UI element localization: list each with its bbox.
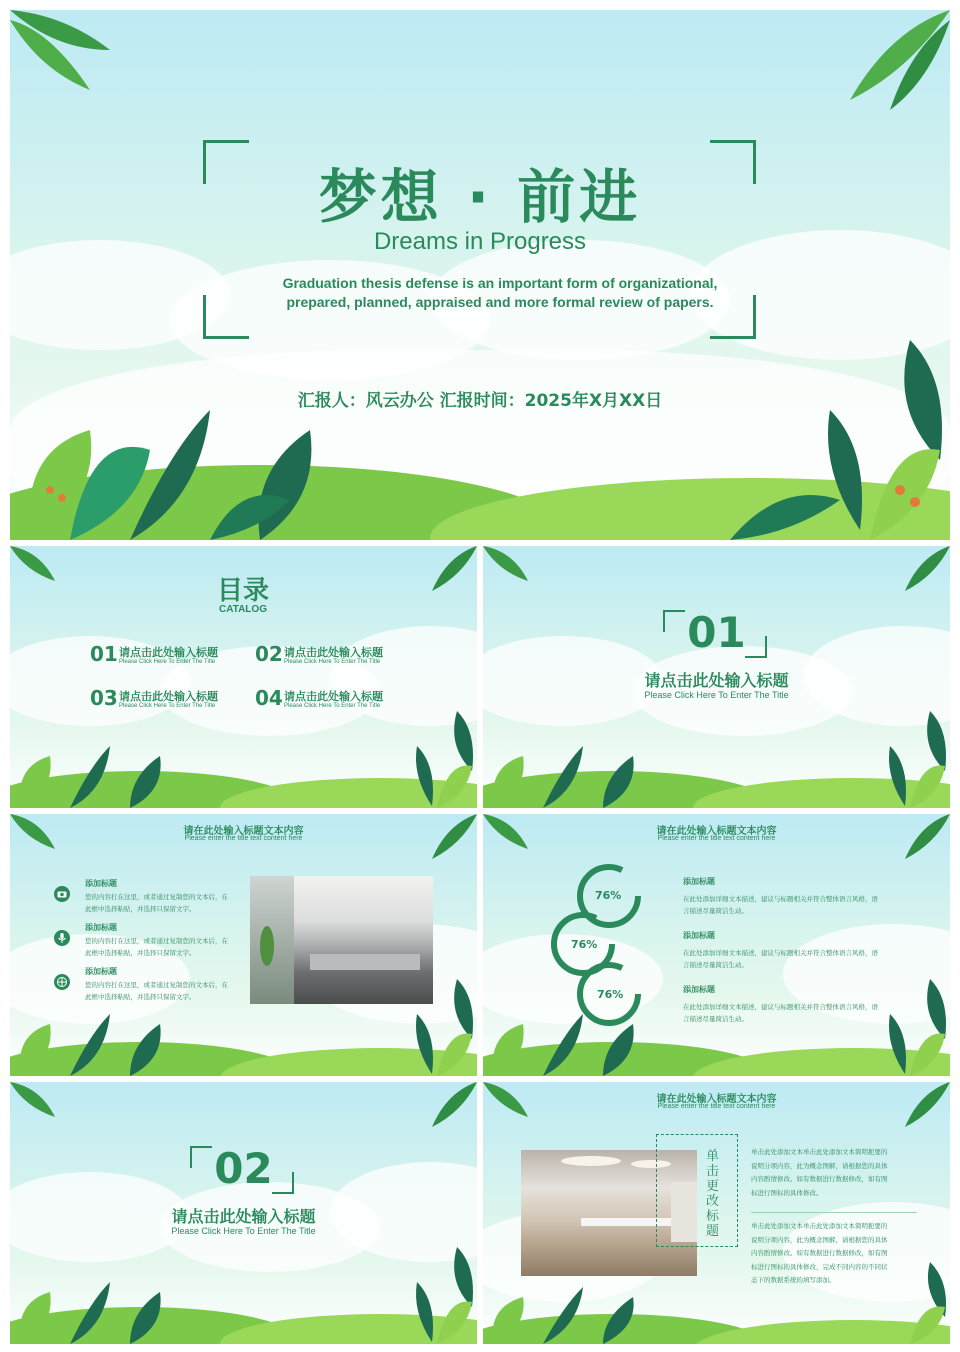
catalog-item-04[interactable] (255, 686, 405, 716)
cover-reporter: 汇报人：风云办公 汇报时间：2025年X月XX日 (297, 391, 663, 411)
feature-item (54, 922, 254, 964)
top-left-leaves (10, 546, 60, 586)
paragraph-1 (751, 1146, 941, 1200)
feature-item (54, 966, 254, 1008)
feature-text-line: 在此处添加详细文本描述，建议与标题相关并符合整体语言风格，语 (683, 949, 878, 957)
paragraph-line: 说明分项内容，此为概念图解，请根据您的具体 (751, 1161, 888, 1170)
cover-subtitle: Dreams in Progress (373, 228, 587, 255)
content-b-slide (483, 814, 950, 1076)
percent-label: 76% (595, 889, 622, 902)
hill (693, 1320, 950, 1344)
top-right-leaves (820, 10, 950, 110)
content-c-slide (483, 1082, 950, 1344)
feature-title: 添加标题 (85, 879, 117, 888)
feature-text-line: 您的内容打在这里，或者通过复制您的文本后，在 (85, 981, 228, 989)
paragraph-line: 态下的数据系统的填写添加。 (751, 1276, 836, 1284)
catalog-item-number: 01 (90, 642, 118, 666)
feature-title: 添加标题 (683, 985, 715, 994)
top-right-leaves (417, 546, 477, 596)
section-01-slide (483, 546, 950, 808)
paragraph-line: 内容酌情修改。如有数据进行数据修改，如有图 (751, 1175, 888, 1183)
paragraph-line: 内容酌情修改。如有数据进行数据修改，如有图 (751, 1249, 888, 1257)
paragraph-line: 标进行图标的具体修改。 (751, 1188, 823, 1197)
catalog-item-03[interactable] (90, 686, 240, 716)
microphone-icon (54, 930, 70, 946)
feature-text-line: 言描述尽量简洁生动。 (683, 961, 748, 969)
feature-text-line: 言描述尽量简洁生动。 (683, 907, 748, 915)
content-a-slide (10, 814, 477, 1076)
catalog-item-sub: Please Click Here To Enter The Title (119, 703, 216, 709)
slide-subtitle: Please enter the title text content here (657, 1103, 776, 1110)
paragraph-line: 标进行图标的具体修改，完成不同内容的不同状 (751, 1262, 888, 1271)
section-number: 02 (214, 1144, 273, 1193)
catalog-title: 目录 (216, 576, 269, 606)
vertical-title: 单击更改标题 (706, 1149, 720, 1239)
catalog-item-02[interactable] (255, 642, 405, 672)
section-title: 请点击此处输入标题 (644, 671, 789, 690)
section-subtitle: Please Click Here To Enter The Title (644, 690, 789, 700)
office-photo (250, 876, 433, 1004)
top-left-leaves (483, 546, 533, 586)
feature-item (683, 984, 913, 1028)
catalog-item-sub: Please Click Here To Enter The Title (119, 659, 216, 665)
feature-text-line: 此框中选择粘贴，并选择只保留文字。 (85, 949, 196, 957)
feature-text-line: 言描述尽量简洁生动。 (683, 1015, 748, 1023)
percent-label: 76% (597, 988, 624, 1001)
feature-item (683, 876, 913, 920)
top-right-leaves (890, 546, 950, 596)
top-left-leaves (10, 1082, 60, 1122)
catalog-item-title: 请点击此处输入标题 (284, 690, 383, 703)
hill (693, 1048, 950, 1076)
bracket-bottom-left (203, 295, 249, 339)
basketball-icon (54, 974, 70, 990)
slide-title: 请在此处输入标题文本内容 (183, 826, 304, 837)
section-number: 01 (687, 608, 746, 657)
feature-text-line: 此框中选择粘贴，并选择只保留文字。 (85, 993, 196, 1001)
slide-title: 请在此处输入标题文本内容 (656, 826, 777, 837)
feature-text-line: 此框中选择粘贴，并选择只保留文字。 (85, 905, 196, 913)
feature-text-line: 您的内容打在这里，或者通过复制您的文本后，在 (85, 937, 228, 945)
feature-item (683, 930, 913, 974)
feature-title: 添加标题 (85, 967, 117, 976)
paragraph-line: 单击此处添加文本单击此处添加文本简明扼要的 (751, 1148, 888, 1156)
catalog-item-title: 请点击此处输入标题 (119, 690, 218, 703)
catalog-subtitle: CATALOG (219, 604, 267, 615)
divider (751, 1212, 917, 1213)
percent-label: 76% (571, 938, 598, 951)
feature-title: 添加标题 (683, 877, 715, 886)
feature-text-line: 在此处添加详细文本描述，建议与标题相关并符合整体语言风格，语 (683, 895, 878, 903)
cover-description: Graduation thesis defense is an important form of organizational, prepared, planned, appraised and more formal review of papers. (282, 275, 718, 310)
catalog-item-title: 请点击此处输入标题 (119, 646, 218, 659)
slide-title: 请在此处输入标题文本内容 (656, 1094, 777, 1105)
paragraph-2 (751, 1220, 941, 1288)
catalog-item-sub: Please Click Here To Enter The Title (284, 703, 381, 709)
catalog-item-number: 02 (255, 642, 283, 666)
section-title: 请点击此处输入标题 (171, 1207, 316, 1226)
slide-subtitle: Please enter the title text content here (657, 835, 776, 842)
catalog-item-01[interactable] (90, 642, 240, 672)
section-02-slide (10, 1082, 477, 1344)
feature-title: 添加标题 (85, 923, 117, 932)
catalog-item-number: 04 (255, 686, 283, 710)
paragraph-line: 单击此处添加文本单击此处添加文本简明扼要的 (751, 1222, 888, 1230)
top-left-leaves (10, 10, 120, 100)
hill (220, 1048, 477, 1076)
slide-subtitle: Please enter the title text content here (184, 835, 303, 842)
vertical-title-box[interactable] (656, 1134, 738, 1247)
catalog-item-number: 03 (90, 686, 118, 710)
feature-title: 添加标题 (683, 931, 715, 940)
feature-text-line: 在此处添加详细文本描述，建议与标题相关并符合整体语言风格，语 (683, 1003, 878, 1011)
top-right-leaves (417, 1082, 477, 1132)
catalog-item-title: 请点击此处输入标题 (284, 646, 383, 659)
feature-text-line: 您的内容打在这里，或者通过复制您的文本后，在 (85, 893, 228, 901)
feature-item (54, 878, 254, 920)
cover-title: 梦想 · 前进 (318, 163, 642, 231)
catalog-slide (10, 546, 477, 808)
section-subtitle: Please Click Here To Enter The Title (171, 1226, 316, 1236)
catalog-item-sub: Please Click Here To Enter The Title (284, 659, 381, 665)
cover-slide (10, 10, 950, 540)
camera-icon (54, 886, 70, 902)
paragraph-line: 说明分项内容，此为概念图解，请根据您的具体 (751, 1235, 888, 1244)
